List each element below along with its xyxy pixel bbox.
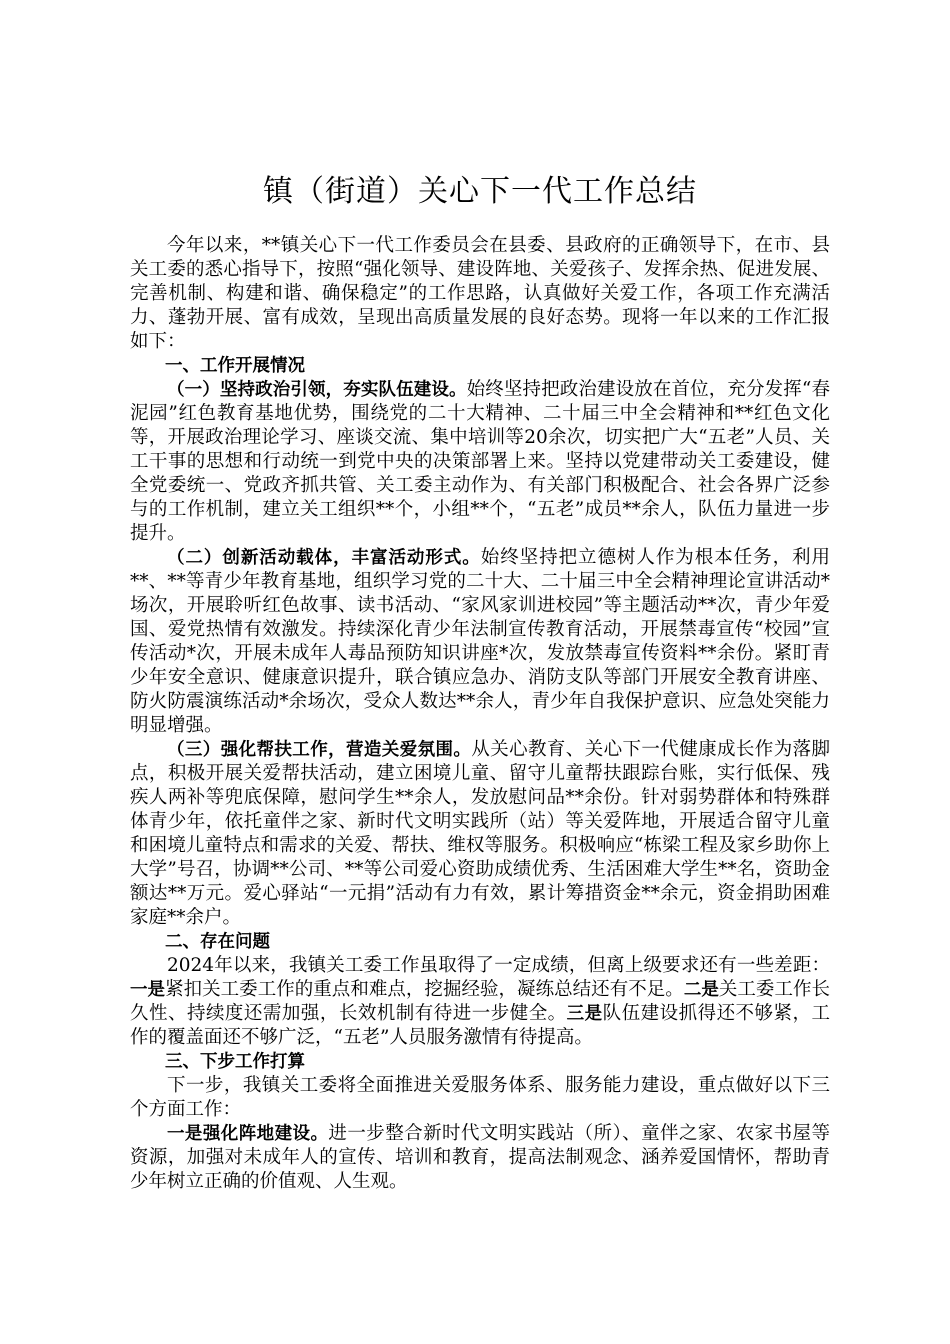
paragraph-lead: （一）坚持政治引领，夯实队伍建设。 [167, 380, 467, 400]
paragraph-text: 紧扣关工委工作的重点和难点，挖掘经验，凝练总结还有不足。 [165, 979, 684, 1000]
paragraph-lead: 一是强化阵地建设。 [167, 1124, 329, 1144]
section3-intro: 下一步，我镇关工委将全面推进关爱服务体系、服务能力建设，重点做好以下三个方面工作： [130, 1075, 830, 1120]
paragraph-lead: （三）强化帮扶工作，营造关爱氛围。 [167, 740, 472, 760]
section1-paragraph-3 [130, 738, 830, 930]
section-heading-2: 二、存在问题 [165, 932, 270, 952]
paragraph-text: 从关心教育、关心下一代健康成长作为落脚点，积极开展关爱帮扶活动，建立困境儿童、留守儿童帮扶跟踪台账，实行低保、残疾人两补等兜底保障，慰问学生**余人，发放慰问品**余份。针对弱势群体和特殊群体青少年，依托童伴之家、新时代文明实践所（站）等关爱阵地，开展适合留守儿童和困境儿童特点和需求的关爱、帮扶、维权等服务。积极响应“栋梁工程及家乡助你上大学”号召，协调**公司、**等公司爱心资助成绩优秀、生活困难大学生**名，资助金额达**万元。爱心驿站“一元捐”活动有力有效，累计筹措资金**余元，资金捐助困难家庭**余户。 [130, 739, 830, 928]
paragraph-text: 关工委工作长久性、持续度还需加强，长效机制有待进一步健全。 [130, 979, 831, 1024]
paragraph-text: 始终坚持把立德树人作为根本任务，利用**、**等青少年教育基地，组织学习党的二十大、二十届三中全会精神理论宣讲活动*场次，开展聆听红色故事、读书活动、“家风家训进校园”等主题活动**次，青少年爱国、爱党热情有效激发。持续深化青少年法制宣传教育活动，开展禁毒宣传“校园”宣传活动*次，开展未成年人毒品预防知识讲座*次，发放禁毒宣传资料**余份。紧盯青少年安全意识、健康意识提升，联合镇应急办、消防支队等部门开展安全教育讲座、防火防震演练活动*余场次，受众人数达**余人，青少年自我保护意识、应急处突能力明显增强。 [130, 547, 830, 736]
paragraph-text: 2024年以来，我镇关工委工作虽取得了一定成绩，但离上级要求还有一些差距： [167, 955, 830, 976]
section-heading-1: 一、工作开展情况 [165, 356, 305, 376]
intro-paragraph: 今年以来，**镇关心下一代工作委员会在县委、县政府的正确领导下，在市、县关工委的悉心指导下，按照“强化领导、建设阵地、关爱孩子、发挥余热、促进发展、完善机制、构建和谐、确保稳定”的工作思路，认真做好关爱工作，各项工作充满活力、蓬勃开展、富有成效，呈现出高质量发展的良好态势。现将一年以来的工作汇报如下： [130, 235, 830, 352]
section3-paragraph-1 [130, 1122, 830, 1194]
ordinal-one: 一是 [130, 980, 166, 1000]
section1-paragraph-2 [130, 546, 830, 738]
document-title: 镇（街道）关心下一代工作总结 [263, 174, 697, 209]
document-page [130, 170, 830, 1194]
paragraph-lead: （二）创新活动载体，丰富活动形式。 [167, 548, 481, 568]
section2-paragraph [130, 954, 830, 1050]
section1-paragraph-1 [130, 378, 830, 546]
ordinal-two: 二是 [683, 980, 719, 1000]
section-heading-3: 三、下步工作打算 [165, 1052, 305, 1072]
paragraph-text: 队伍建设抓得还不够紧，工作的覆盖面还不够广泛，“五老”人员服务激情有待提高。 [130, 1003, 830, 1048]
paragraph-text: 进一步整合新时代文明实践站（所）、童伴之家、农家书屋等资源，加强对未成年人的宣传、培训和教育，提高法制观念、涵养爱国情怀，帮助青少年树立正确的价值观、人生观。 [130, 1123, 830, 1192]
paragraph-text: 始终坚持把政治建设放在首位，充分发挥“春泥园”红色教育基地优势，围绕党的二十大精神、二十届三中全会精神和**红色文化等，开展政治理论学习、座谈交流、集中培训等20余次，切实把广大“五老”人员、关工干事的思想和行动统一到党中央的决策部署上来。坚持以党建带动关工委建设，健全党委统一、党政齐抓共管、关工委主动作为、有关部门积极配合、社会各界广泛参与的工作机制，建立关工组织**个，小组**个，“五老”成员**余人，队伍力量进一步提升。 [130, 379, 830, 544]
ordinal-three: 三是 [566, 1004, 603, 1024]
